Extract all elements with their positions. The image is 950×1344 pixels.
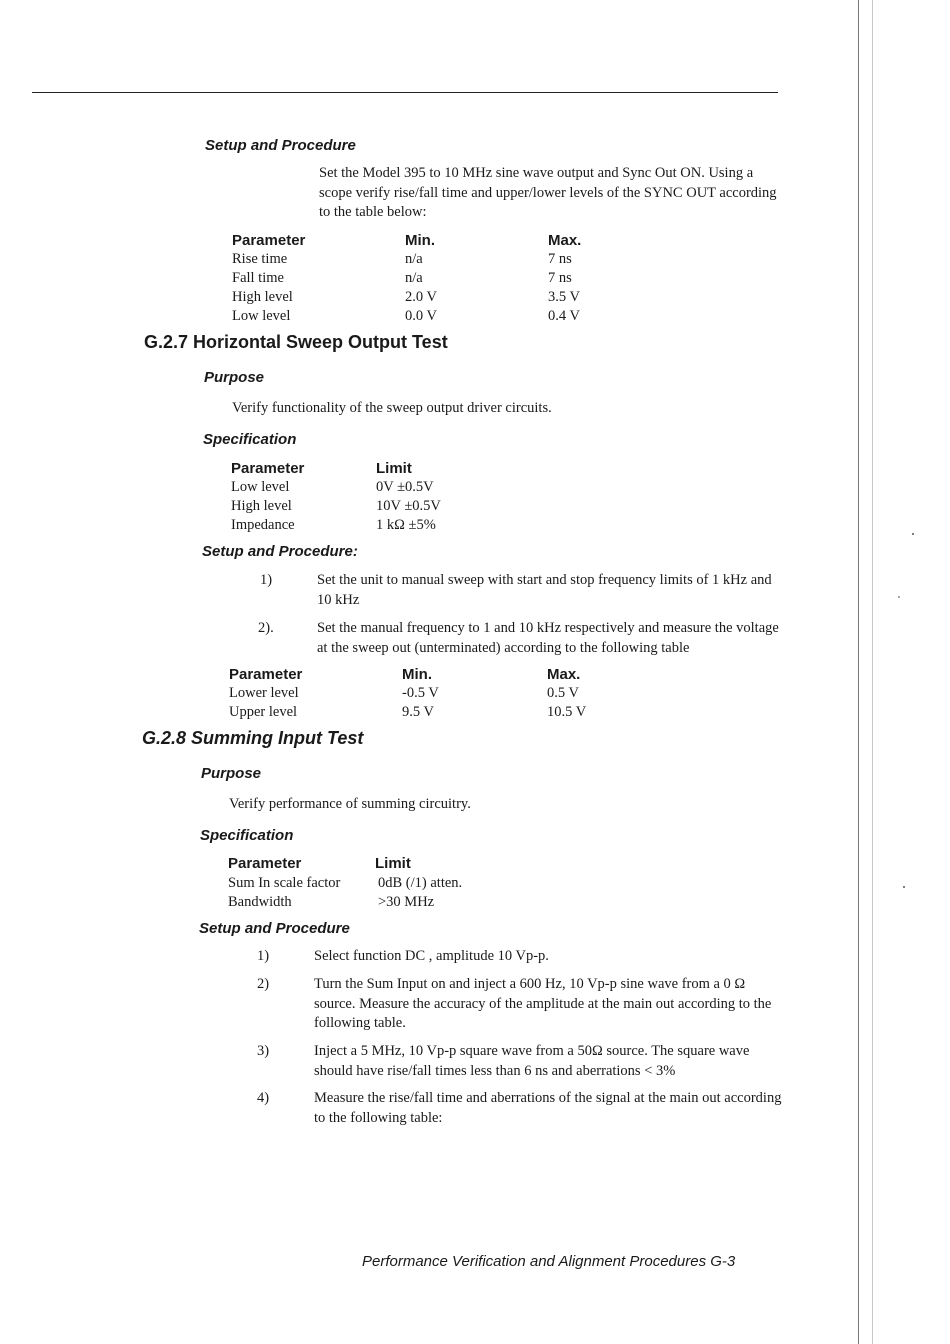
table-cell: 0.4 V: [548, 308, 580, 324]
table-cell: Impedance: [231, 517, 295, 533]
header-rule: [32, 92, 778, 93]
setup-procedure-heading: Setup and Procedure: [205, 137, 356, 154]
step-text: [317, 571, 783, 610]
table-cell: Lower level: [229, 685, 299, 701]
table-cell: -0.5 V: [402, 685, 439, 701]
procedure-heading: Setup and Procedure: [199, 920, 350, 937]
table-header-parameter: Parameter: [228, 855, 302, 872]
table-cell: 0V ±0.5V: [376, 479, 434, 495]
table-cell: 10V ±0.5V: [376, 498, 441, 514]
table-cell: Low level: [232, 308, 291, 324]
step-number: 1): [260, 572, 273, 588]
table-cell: High level: [232, 289, 293, 305]
section-title-g28: G.2.8 Summing Input Test: [142, 728, 364, 748]
table-cell: 0.0 V: [405, 308, 437, 324]
step-paragraph: Turn the Sum Input on and inject a 600 Hz, 10 Vp-p sine wave from a 0 Ω source. Measure the accuracy of the amplitude at the main out according to the following table.: [314, 976, 772, 1031]
setup-procedure-paragraph: Set the Model 395 to 10 MHz sine wave output and Sync Out ON. Using a scope verify rise/fall time and upper/lower levels of the SYNC OUT according to the table below:: [319, 165, 777, 220]
table-header-parameter: Parameter: [232, 232, 306, 249]
table-cell: Fall time: [232, 270, 284, 286]
scan-edge-line: [858, 0, 859, 1344]
step-number: 4): [257, 1090, 270, 1106]
step-text: [314, 975, 784, 1034]
table-header-max: Max.: [547, 666, 581, 683]
table-cell: 7 ns: [548, 251, 572, 267]
table-header-parameter: Parameter: [229, 666, 303, 683]
table-header-parameter: Parameter: [231, 460, 305, 477]
table-cell: 2.0 V: [405, 289, 437, 305]
table-cell: Rise time: [232, 251, 288, 267]
step-text: [314, 1042, 784, 1081]
table-cell: 10.5 V: [547, 704, 587, 720]
table-header-min: Min.: [405, 232, 435, 249]
purpose-heading: Purpose: [204, 369, 265, 386]
scan-speck: [912, 533, 914, 535]
table-header-limit: Limit: [376, 460, 412, 477]
step-paragraph: Measure the rise/fall time and aberrations of the signal at the main out according to the following table:: [314, 1090, 782, 1126]
table-cell: 0.5 V: [547, 685, 579, 701]
table-cell: 9.5 V: [402, 704, 434, 720]
table-cell: Sum In scale factor: [228, 875, 341, 891]
step-paragraph: Set the unit to manual sweep with start and stop frequency limits of 1 kHz and 10 kHz: [317, 572, 772, 608]
table-cell: Upper level: [229, 704, 298, 720]
step-text: [317, 619, 783, 658]
step-paragraph: Select function DC , amplitude 10 Vp-p.: [314, 948, 549, 964]
step-number: 1): [257, 948, 270, 964]
scan-edge-line-faint: [872, 0, 873, 1344]
table-cell: n/a: [405, 251, 423, 267]
step-number: 2).: [258, 620, 274, 636]
setup-procedure-text: [319, 164, 781, 223]
table-header-min: Min.: [402, 666, 432, 683]
table-header-limit: Limit: [375, 855, 411, 872]
table-header-max: Max.: [548, 232, 582, 249]
table-cell: 3.5 V: [548, 289, 580, 305]
specification-heading: Specification: [200, 827, 294, 844]
purpose-text: Verify performance of summing circuitry.: [229, 796, 471, 812]
step-number: 3): [257, 1043, 270, 1059]
purpose-heading: Purpose: [201, 765, 262, 782]
table-cell: High level: [231, 498, 292, 514]
step-paragraph: Inject a 5 MHz, 10 Vp-p square wave from a 50Ω source. The square wave should have rise/fall times less than 6 ns and aberrations < 3%: [314, 1043, 750, 1079]
table-cell: >30 MHz: [378, 894, 435, 910]
specification-heading: Specification: [203, 431, 297, 448]
step-text: [314, 1089, 784, 1128]
section-title-g27: G.2.7 Horizontal Sweep Output Test: [144, 332, 448, 352]
step-text: [314, 947, 784, 967]
table-cell: 1 kΩ ±5%: [376, 517, 436, 533]
step-number: 2): [257, 976, 270, 992]
step-paragraph: Set the manual frequency to 1 and 10 kHz respectively and measure the voltage at the sweep out (unterminated) according to the following table: [317, 620, 779, 656]
table-cell: 7 ns: [548, 270, 572, 286]
table-cell: n/a: [405, 270, 423, 286]
scan-speck: [903, 886, 905, 888]
table-cell: Bandwidth: [228, 894, 292, 910]
table-cell: 0dB (/1) atten.: [378, 875, 463, 891]
purpose-text: Verify functionality of the sweep output driver circuits.: [232, 400, 552, 416]
procedure-heading: Setup and Procedure:: [202, 543, 358, 560]
scan-speck: [898, 596, 900, 598]
table-cell: Low level: [231, 479, 290, 495]
page-footer: Performance Verification and Alignment Procedures G-3: [362, 1253, 736, 1270]
